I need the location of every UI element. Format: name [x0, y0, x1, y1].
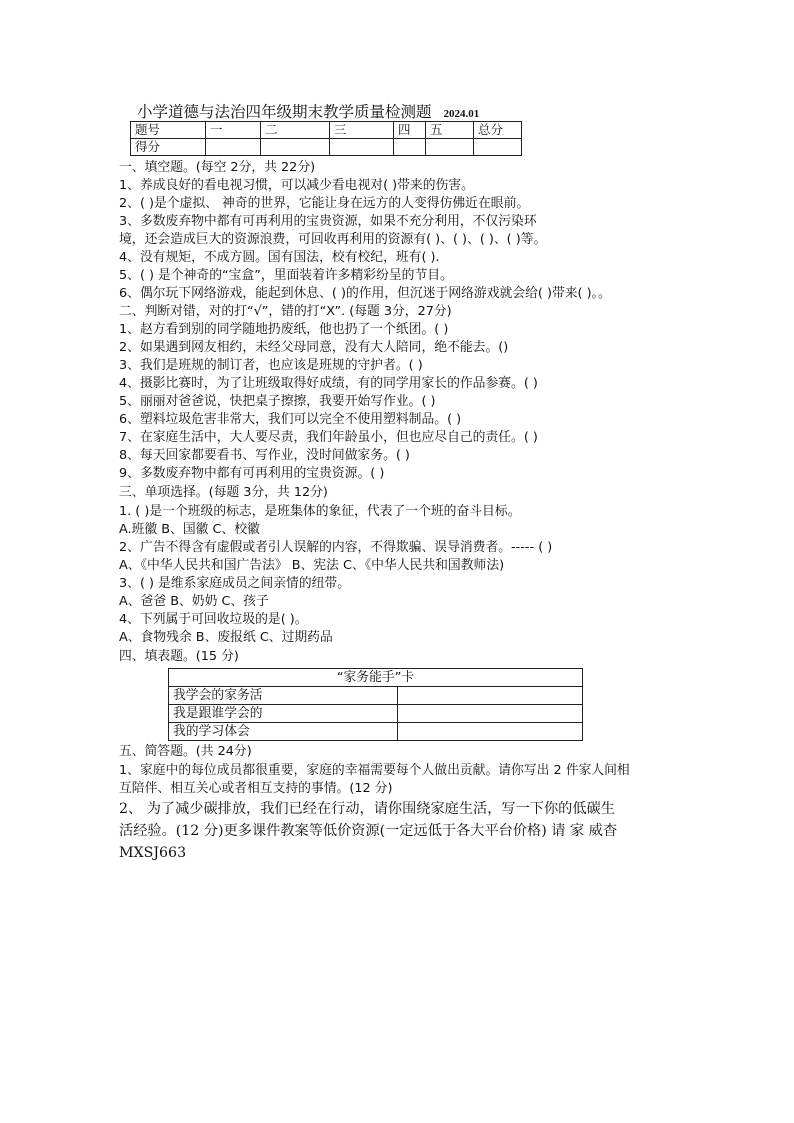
- question-line: 5、( ) 是个神奇的“宝盒”，里面装着许多精彩纷呈的节目。: [119, 268, 453, 283]
- question-line: 6、塑料垃圾危害非常大，我们可以完全不使用塑料制品。( ): [119, 412, 462, 427]
- score-input-cell[interactable]: [206, 139, 261, 156]
- question-line: 6、偶尔玩下网络游戏，能起到休息、( )的作用，但沉迷于网络游戏就会给( )带来( )。。: [119, 286, 611, 301]
- section-2-heading: 二、判断对错，对的打“√”，错的打“X”. (每题 3分，27分): [119, 304, 452, 319]
- score-table: [130, 121, 522, 156]
- chores-answer-cell[interactable]: [398, 723, 583, 741]
- question-line: 4、摄影比赛时，为了让班级取得好成绩，有的同学用家长的作品参赛。( ): [119, 376, 538, 391]
- score-cell: 总分: [474, 122, 522, 139]
- chores-row-label: 我是跟谁学会的: [169, 705, 398, 723]
- question-line: 3、( ) 是维系家庭成员之间亲情的纽带。: [119, 576, 351, 591]
- question-line: 2、( )是个虚拟、 神奇的世界，它能让身在远方的人变得仿佛近在眼前。: [119, 196, 530, 211]
- question-line: 4、下列属于可回收垃圾的是( )。: [119, 612, 308, 627]
- chores-table-row: [169, 687, 583, 705]
- section-1-heading: 一、填空题。(每空 2分，共 22分): [119, 160, 316, 175]
- question-line: 7、在家庭生活中，大人要尽责，我们年龄虽小，但也应尽自己的责任。( ): [119, 430, 538, 445]
- option-line: A、爸爸 B、奶奶 C、孩子: [119, 594, 269, 609]
- exam-date: 2024.01: [443, 108, 480, 120]
- chores-row-label: 我的学习体会: [169, 723, 398, 741]
- score-input-cell[interactable]: [330, 139, 394, 156]
- question-line: 3、多数废弃物中都有可再利用的宝贵资源，如果不充分利用，不仅污染环: [119, 214, 537, 229]
- chores-table-row: [169, 723, 583, 741]
- question-line: 1. ( )是一个班级的标志，是班集体的象征，代表了一个班的奋斗目标。: [119, 504, 521, 519]
- score-cell: 二: [261, 122, 330, 139]
- question-line: 2、广告不得含有虚假或者引人误解的内容，不得欺骗、误导消费者。----- ( ): [119, 540, 553, 555]
- chores-row-label: 我学会的家务活: [169, 687, 398, 705]
- chores-answer-cell[interactable]: [398, 705, 583, 723]
- score-input-cell[interactable]: [474, 139, 522, 156]
- chores-table: [168, 668, 583, 741]
- question-line: 2、如果遇到网友相约，未经父母同意，没有大人陪同，绝不能去。(): [119, 340, 509, 355]
- section-4-heading: 四、填表题。(15 分): [119, 649, 239, 664]
- question-line: 4、没有规矩，不成方圆。国有国法，校有校纪，班有( ).: [119, 250, 440, 265]
- score-cell: 五: [426, 122, 474, 139]
- question-line: 1、养成良好的看电视习惯，可以减少看电视对( )带来的伤害。: [119, 178, 474, 193]
- score-table-score-row: [131, 139, 522, 156]
- score-table-header-row: [131, 122, 522, 139]
- score-input-cell[interactable]: [394, 139, 426, 156]
- title-text: 小学道德与法治四年级期末教学质量检测题: [137, 103, 432, 121]
- chores-table-title: “家务能手”卡: [169, 669, 583, 687]
- question-line: 活经验。(12 分)更多课件教案等低价资源(一定远低于各大平台价格) 请 家 威杳: [119, 823, 618, 839]
- question-line: 1、家庭中的每位成员都很重要，家庭的幸福需要每个人做出贡献。请你写出 2 件家人间相: [119, 763, 630, 778]
- section-3-heading: 三、单项选择。(每题 3分，共 12分): [119, 485, 328, 500]
- score-cell: 题号: [131, 122, 206, 139]
- question-line: 8、每天回家都要看书、写作业，没时间做家务。( ): [119, 448, 410, 463]
- option-line: A、《中华人民共和国广告法》 B、宪法 C、《中华人民共和国教师法): [119, 558, 505, 573]
- option-line: A、食物残余 B、废报纸 C、过期药品: [119, 630, 333, 645]
- score-input-cell[interactable]: [426, 139, 474, 156]
- score-row-label: 得分: [131, 139, 206, 156]
- chores-answer-cell[interactable]: [398, 687, 583, 705]
- option-line: A.班徽 B、国徽 C、校徽: [119, 522, 260, 537]
- question-line: 5、丽丽对爸爸说，快把桌子擦擦，我要开始写作业。( ): [119, 394, 436, 409]
- chores-table-header-row: [169, 669, 583, 687]
- chores-table-row: [169, 705, 583, 723]
- question-line: 9、多数废弃物中都有可再利用的宝贵资源。( ): [119, 466, 385, 481]
- question-line: 2、 为了减少碳排放，我们已经在行动，请你围绕家庭生活，写一下你的低碳生: [119, 801, 615, 817]
- question-line: 境，还会造成巨大的资源浪费，可回收再利用的资源有( )、( )、( )、( )等。: [119, 232, 547, 247]
- question-line: 互陪伴、相互关心或者相互支持的事情。(12 分): [119, 781, 393, 796]
- section-5-heading: 五、简答题。(共 24分): [119, 744, 252, 759]
- code-line: MXSJ663: [119, 845, 187, 861]
- question-line: 1、赵方看到别的同学随地扔废纸，他也扔了一个纸团。( ): [119, 322, 449, 337]
- score-cell: 三: [330, 122, 394, 139]
- score-input-cell[interactable]: [261, 139, 330, 156]
- score-cell: 一: [206, 122, 261, 139]
- exam-title: [137, 100, 577, 122]
- question-line: 3、我们是班规的制订者，也应该是班规的守护者。( ): [119, 358, 423, 373]
- score-cell: 四: [394, 122, 426, 139]
